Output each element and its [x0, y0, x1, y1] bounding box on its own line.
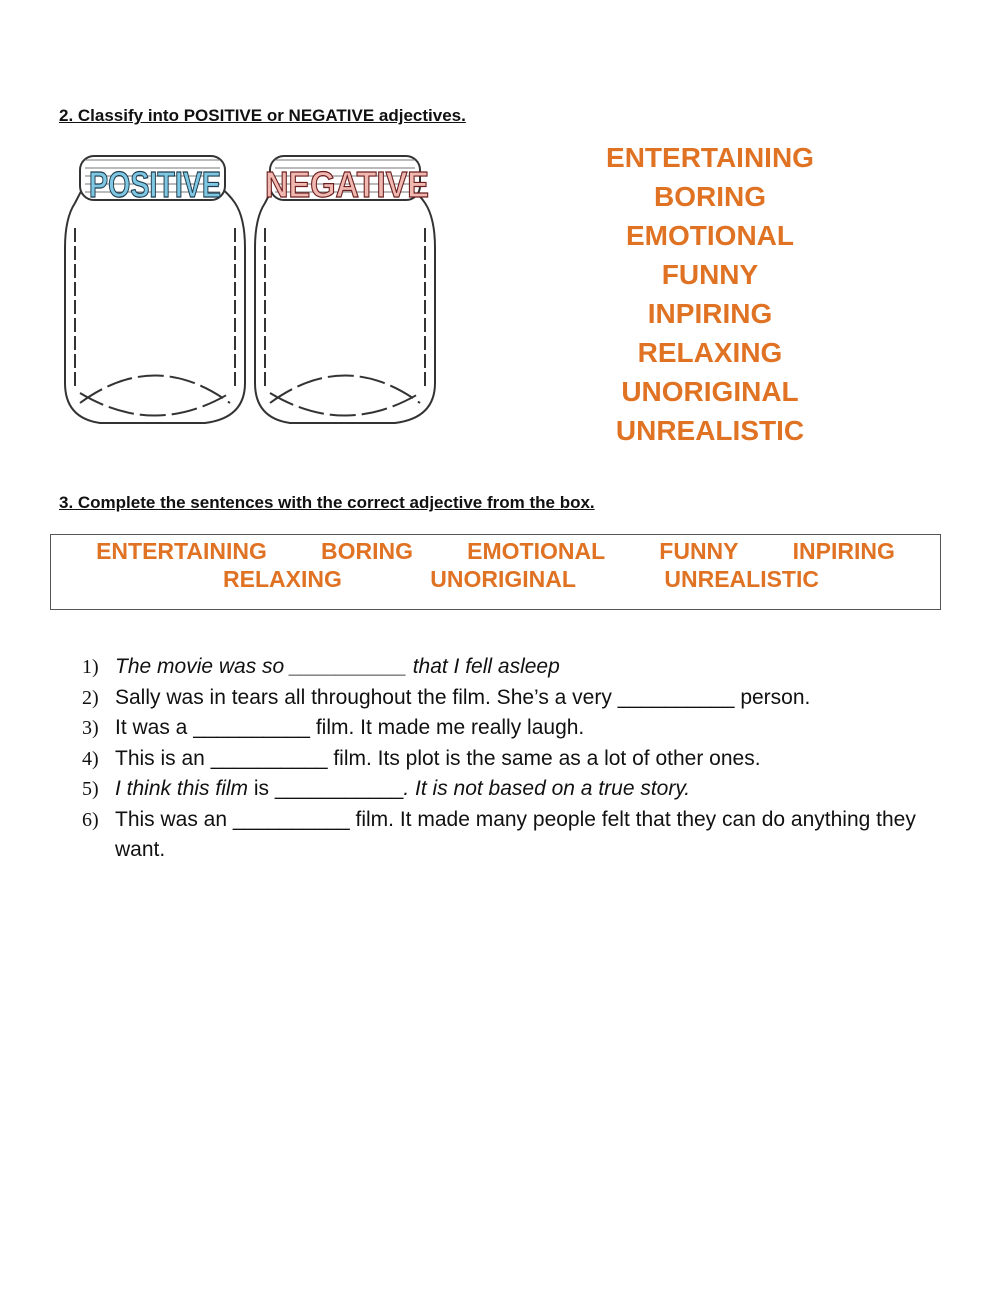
word-box-item: EMOTIONAL	[467, 538, 606, 564]
word-box-row-1	[51, 538, 940, 565]
negative-jar-label: NEGATIVE	[265, 164, 429, 205]
adjective-word-list	[560, 138, 860, 450]
word-list-item: FUNNY	[661, 259, 759, 290]
word-box-item: RELAXING	[223, 566, 342, 592]
positive-jar-label: POSITIVE	[89, 164, 221, 205]
word-list-item: BORING	[654, 181, 766, 212]
word-box-item: ENTERTAINING	[96, 538, 267, 564]
jars-illustration	[55, 148, 445, 438]
word-list-item: UNORIGINAL	[621, 376, 799, 407]
sentence-text-part: is ___________	[248, 777, 404, 800]
sentence-item	[80, 713, 960, 744]
sentence-item	[80, 805, 960, 866]
sentence-item	[80, 744, 960, 775]
word-list-item: INPIRING	[647, 298, 773, 329]
sentence-item	[80, 774, 960, 805]
word-list-item: ENTERTAINING	[606, 142, 814, 173]
sentence-item	[80, 683, 960, 714]
sentence-number: 6)	[82, 808, 99, 831]
section-3-heading: 3. Complete the sentences with the correct adjective from the box.	[59, 493, 595, 512]
sentence-text: This is an __________ film. Its plot is the same as a lot of other ones.	[115, 746, 761, 770]
sentence-number: 2)	[82, 686, 99, 709]
sentence-item	[80, 652, 960, 683]
word-box-item: UNORIGINAL	[430, 566, 576, 592]
sentence-text-part: I think this film	[115, 777, 249, 800]
sentence-number: 5)	[82, 778, 99, 800]
word-list-item: EMOTIONAL	[626, 220, 794, 251]
section-2-heading: 2. Classify into POSITIVE or NEGATIVE adjectives.	[59, 106, 466, 125]
word-box-item: BORING	[321, 538, 413, 564]
word-list-item: RELAXING	[637, 337, 783, 368]
sentence-text-part: . It is not based on a true story.	[403, 777, 691, 800]
sentence-number: 1)	[82, 656, 99, 678]
sentence-list	[80, 652, 960, 866]
sentence-number: 3)	[82, 717, 99, 739]
word-box-item: UNREALISTIC	[664, 566, 819, 592]
word-box-item: INPIRING	[792, 538, 895, 564]
sentence-text: This was an __________ film. It made many people felt that they can do anything they want.	[115, 807, 916, 861]
word-list-item: UNREALISTIC	[615, 415, 805, 446]
sentence-number: 4)	[82, 747, 99, 770]
word-box-row-2	[221, 566, 821, 593]
word-box-item: FUNNY	[659, 538, 739, 564]
sentence-text: Sally was in tears all throughout the film. She’s a very __________ person.	[115, 685, 811, 709]
sentence-text: The movie was so __________ that I fell asleep	[115, 655, 560, 678]
word-box	[50, 534, 941, 610]
sentence-text: It was a __________ film. It made me really laugh.	[115, 716, 585, 739]
